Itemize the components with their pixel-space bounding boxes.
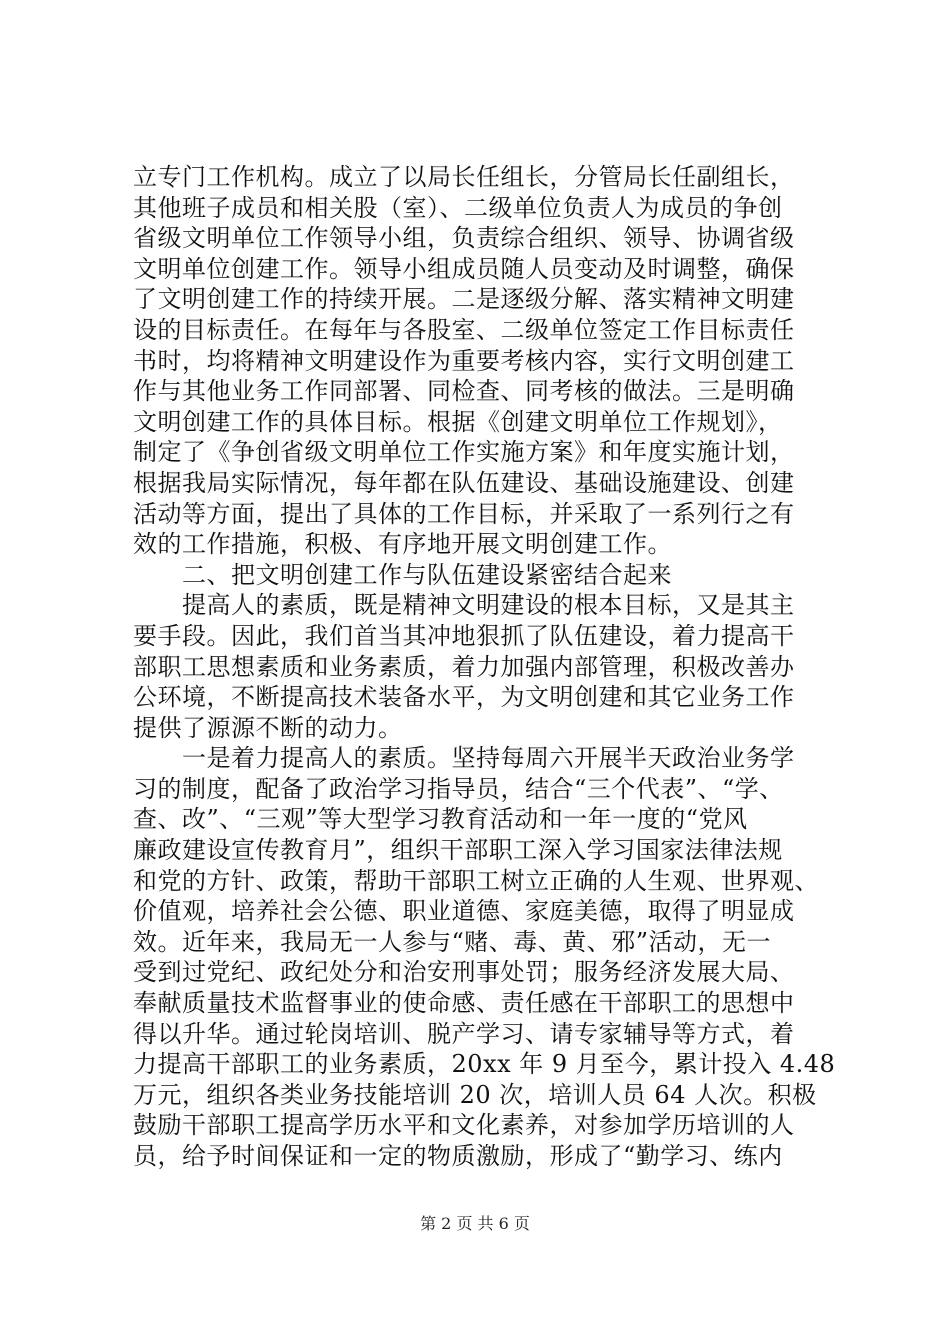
text-line: 制定了《争创省级文明单位工作实施方案》和年度实施计划，	[133, 438, 795, 467]
document-body	[133, 162, 836, 1172]
text-line: 和党的方针、政策，帮助干部职工树立正确的人生观、世界观、	[133, 866, 819, 895]
text-line: 力提高干部职工的业务素质，20xx 年 9 月至今，累计投入 4.48	[133, 1050, 836, 1079]
text-line: 立专门工作机构。成立了以局长任组长，分管局长任副组长，	[133, 163, 795, 191]
text-line: 文明单位创建工作。领导小组成员随人员变动及时调整，确保	[133, 254, 795, 283]
text-line: 鼓励干部职工提高学历水平和文化素养，对参加学历培训的人	[133, 1111, 795, 1140]
text-line: 了文明创建工作的持续开展。二是逐级分解、落实精神文明建	[133, 285, 795, 314]
page-footer: 第 2 页 共 6 页	[420, 1214, 530, 1233]
text-line: 价值观，培养社会公德、职业道德、家庭美德，取得了明显成	[133, 897, 795, 926]
text-line: 其他班子成员和相关股（室）、二级单位负责人为成员的争创	[133, 193, 783, 222]
text-line: 部职工思想素质和业务素质，着力加强内部管理，积极改善办	[133, 652, 795, 681]
text-line: 查、改”、“三观”等大型学习教育活动和一年一度的“党风	[133, 805, 748, 834]
text-line: 作与其他业务工作同部署、同检查、同考核的做法。三是明确	[133, 377, 795, 406]
text-line: 效。近年来，我局无一人参与“赌、毒、黄、邪”活动，无一	[133, 927, 772, 956]
text-line: 得以升华。通过轮岗培训、脱产学习、请专家辅导等方式，着	[133, 1019, 795, 1048]
text-line: 提高人的素质，既是精神文明建设的根本目标，又是其主	[133, 591, 795, 620]
text-line: 习的制度，配备了政治学习指导员，结合“三个代表”、“学、	[133, 774, 784, 803]
text-line: 书时，均将精神文明建设作为重要考核内容，实行文明创建工	[133, 346, 795, 375]
text-line: 根据我局实际情况，每年都在队伍建设、基础设施建设、创建	[133, 468, 795, 497]
text-line: 文明创建工作的具体目标。根据《创建文明单位工作规划》，	[133, 407, 783, 436]
text-line: 万元，组织各类业务技能培训 20 次，培训人员 64 人次。积极	[133, 1080, 817, 1109]
text-line: 廉政建设宣传教育月”，组织干部职工深入学习国家法律法规	[133, 836, 783, 865]
text-line: 效的工作措施，积极、有序地开展文明创建工作。	[133, 530, 672, 559]
text-line: 二、把文明创建工作与队伍建设紧密结合起来	[133, 560, 672, 589]
text-line: 一是着力提高人的素质。坚持每周六开展半天政治业务学	[133, 744, 795, 773]
text-line: 公环境，不断提高技术装备水平，为文明创建和其它业务工作	[133, 683, 795, 712]
text-line: 要手段。因此，我们首当其冲地狠抓了队伍建设，着力提高干	[133, 621, 795, 650]
text-line: 受到过党纪、政纪处分和治安刑事处罚；服务经济发展大局、	[133, 958, 795, 987]
text-line: 奉献质量技术监督事业的使命感、责任感在干部职工的思想中	[133, 989, 795, 1018]
text-line: 提供了源源不断的动力。	[133, 713, 403, 742]
text-line: 员，给予时间保证和一定的物质激励，形成了“勤学习、练内	[133, 1142, 783, 1170]
text-line: 设的目标责任。在每年与各股室、二级单位签定工作目标责任	[133, 315, 795, 344]
text-line: 活动等方面，提出了具体的工作目标，并采取了一系列行之有	[133, 499, 795, 528]
text-line: 省级文明单位工作领导小组，负责综合组织、领导、协调省级	[133, 224, 795, 253]
